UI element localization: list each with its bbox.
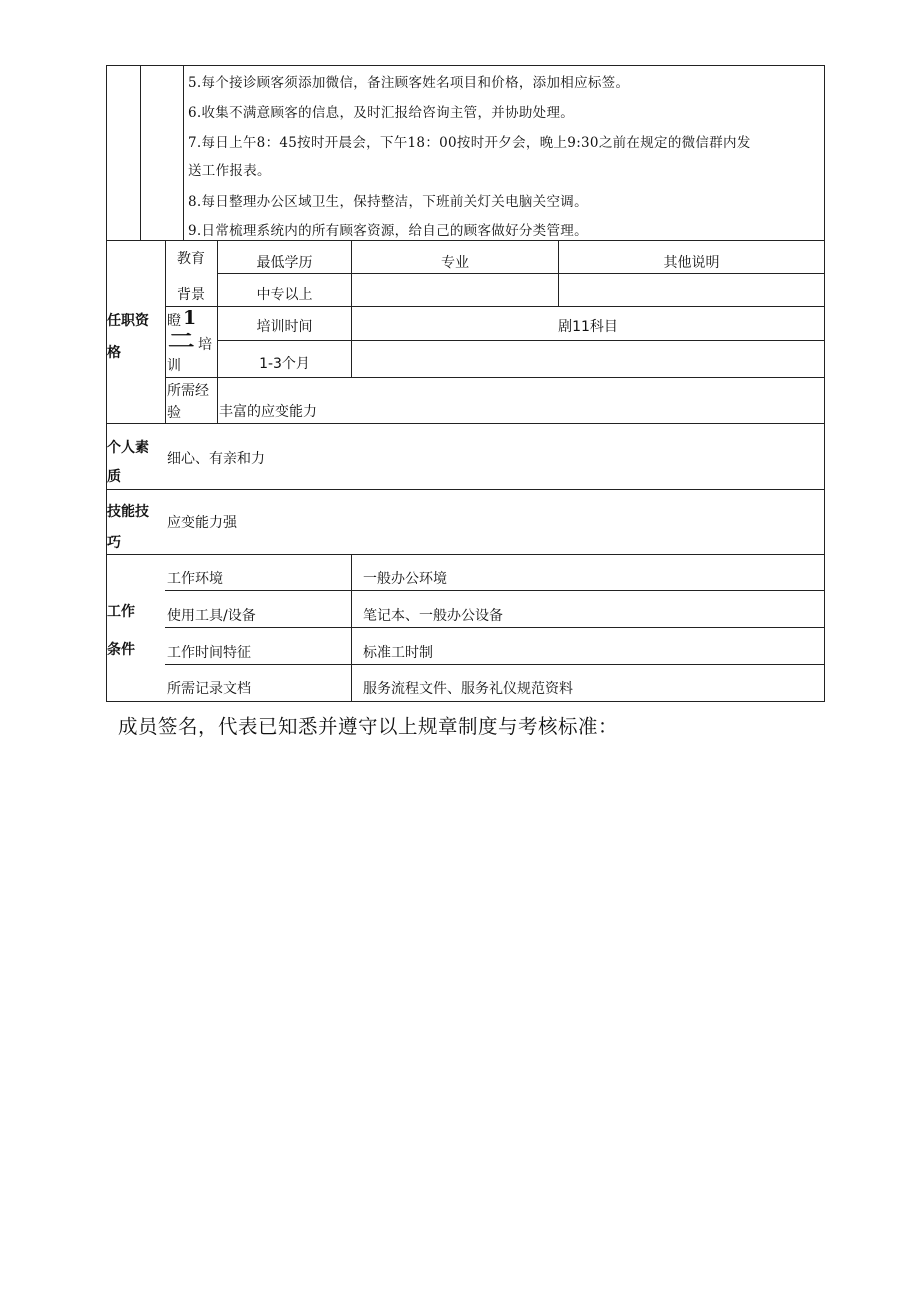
condition-row-name: 使用工具/设备	[167, 608, 256, 624]
education-label-2: 背景	[177, 287, 205, 303]
skills-label-2: 巧	[107, 535, 121, 551]
experience-label: 所需经	[167, 383, 209, 399]
other-notes-header: 其他说明	[663, 255, 720, 271]
training-time-value: 1-3个月	[259, 356, 310, 372]
signature-statement: 成员签名，代表已知悉并遵守以上规章制度与考核标准：	[118, 715, 619, 738]
condition-row-value: 服务流程文件、服务礼仪规范资料	[363, 681, 573, 697]
duty-item-5: 5.每个接诊顾客须添加微信，备注顾客姓名项目和价格，添加相应标签。	[188, 75, 630, 91]
min-degree-header: 最低学历	[256, 255, 313, 271]
skills-value: 应变能力强	[167, 515, 237, 531]
duty-item-9: 9.日常梳理系统内的所有顾客资源，给自己的顾客做好分类管理。	[188, 223, 588, 239]
condition-row-name: 所需记录文档	[167, 681, 251, 697]
condition-row-value: 一般办公环境	[363, 571, 447, 587]
personal-quality-label-2: 质	[107, 469, 121, 485]
experience-value: 丰富的应变能力	[219, 404, 317, 420]
duty-item-7-cont: 送工作报表。	[188, 163, 271, 179]
condition-row-name: 工作环境	[167, 571, 223, 587]
education-label: 教育	[177, 251, 205, 267]
duty-item-7: 7.每日上午8：45按时开晨会，下午18：00按时开夕会，晚上9:30之前在规定的微信群内发	[188, 135, 751, 151]
major-header: 专业	[441, 255, 469, 271]
condition-row-value: 笔记本、一般办公设备	[363, 608, 503, 624]
duty-item-8: 8.每日整理办公区域卫生，保持整洁，下班前关灯关电脑关空调。	[188, 194, 588, 210]
qualification-label-2: 格	[107, 345, 121, 361]
skills-label: 技能技	[107, 504, 149, 520]
condition-row-value: 标准工时制	[363, 645, 433, 661]
personal-quality-label: 个人素	[107, 440, 149, 456]
personal-quality-value: 细心、有亲和力	[167, 451, 265, 467]
work-conditions-label-2: 条件	[107, 642, 135, 658]
training-time-header: 培训时间	[256, 319, 313, 335]
condition-row-name: 工作时间特征	[167, 645, 251, 661]
training-subjects-header: 剧11科目	[558, 319, 618, 335]
work-conditions-label: 工作	[107, 604, 135, 620]
qualification-label: 任职资	[107, 313, 149, 329]
min-degree-value: 中专以上	[256, 287, 313, 303]
experience-label-2: 验	[167, 405, 181, 421]
duty-item-6: 6.收集不满意顾客的信息，及时汇报给咨询主管，并协助处理。	[188, 105, 575, 121]
